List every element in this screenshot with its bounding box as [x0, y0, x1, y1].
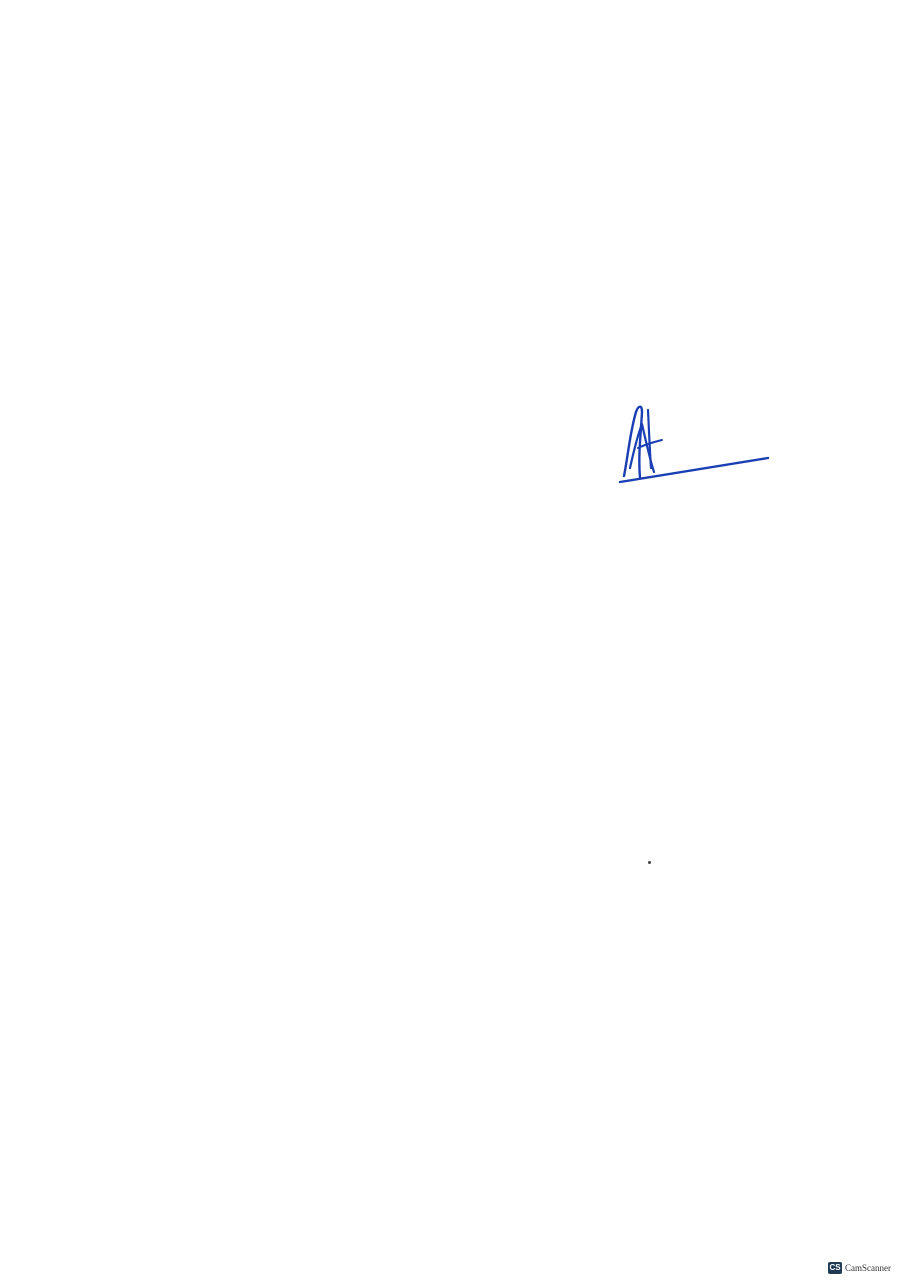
letter-body	[100, 146, 820, 214]
scan-speck	[648, 861, 651, 864]
body-paragraph	[100, 180, 820, 214]
camscanner-watermark	[828, 1262, 891, 1274]
body-paragraph	[100, 146, 820, 180]
handwritten-signature	[608, 398, 778, 494]
camscanner-brand-label: CamScanner	[845, 1263, 891, 1273]
camscanner-logo-icon: CS	[829, 1263, 841, 1272]
